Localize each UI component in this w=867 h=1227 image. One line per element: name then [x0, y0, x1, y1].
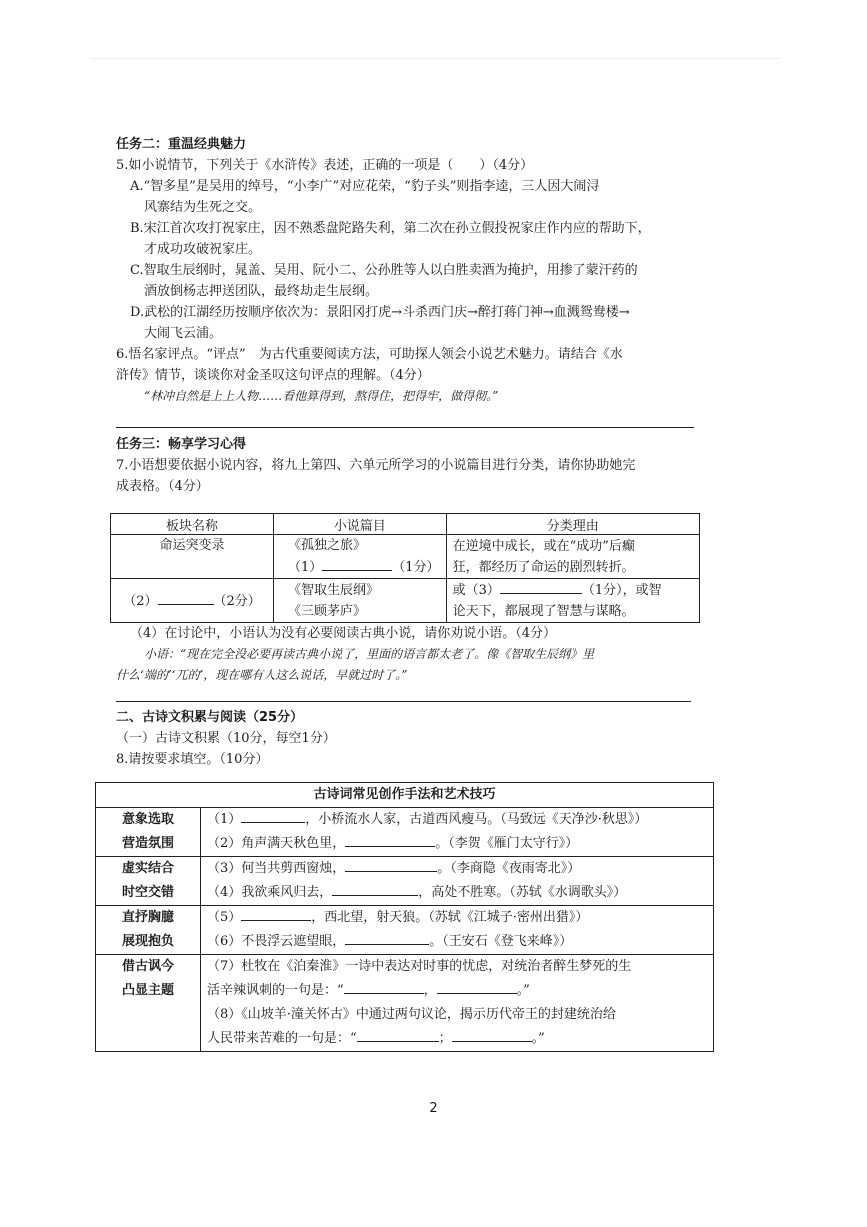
blank-3-score: （1分），或智 — [581, 583, 662, 598]
answer-line-q7 — [116, 701, 691, 702]
fill-prefix: （5） — [207, 910, 242, 925]
category-line1: 直抒胸臆 — [121, 910, 174, 925]
category-cell — [96, 857, 201, 906]
fill-line-7 — [207, 979, 707, 1003]
table-row — [111, 535, 700, 579]
category-line1: 虚实结合 — [121, 861, 174, 876]
fill-prefix: （6）不畏浮云遮望眼， — [207, 934, 346, 949]
category-line2: 凸显主题 — [121, 983, 174, 998]
q5-option-d-line1: D.武松的江湖经历按顺序依次为：景阳冈打虎→斗杀西门庆→醉打蒋门神→血溅鸳鸯楼→ — [130, 305, 630, 320]
q5-option-c-line1: C.智取生辰纲时，晁盖、吴用、阮小二、公孙胜等人以白胜卖酒为掩护，用掺了蒙汗药的 — [130, 263, 638, 278]
table-header-row — [111, 514, 700, 535]
reason-line2: 论天下，都展现了智慧与谋略。 — [452, 604, 635, 619]
blank-2-label: （2） — [123, 593, 158, 609]
fill-prefix: 人民带来苦难的一句是：“ — [207, 1031, 357, 1046]
q7-stem-line2: 成表格。（4分） — [116, 479, 209, 494]
blank-q8-7b[interactable] — [437, 979, 517, 994]
task2-title: 任务二：重温经典魅力 — [116, 137, 247, 152]
fill-line-3 — [207, 857, 707, 881]
q5-option-b-line2: 才成功攻破祝家庄。 — [144, 242, 262, 257]
blank-2[interactable] — [158, 590, 214, 605]
fill-separator: ， — [423, 983, 437, 998]
blank-1[interactable] — [322, 556, 392, 571]
fill-suffix: 。（王安石《登飞来峰》） — [429, 934, 573, 949]
answer-line-q6 — [116, 427, 694, 428]
category-line1: 借古讽今 — [121, 959, 174, 974]
fill-cell — [201, 906, 714, 955]
category-cell — [96, 906, 201, 955]
module-cell: 命运突变录 — [111, 535, 274, 579]
fill-suffix: 。” — [516, 983, 530, 998]
part2-title: 二、古诗文积累与阅读（25分） — [116, 710, 304, 725]
q5-option-a-line2: 风寨结为生死之交。 — [144, 200, 262, 215]
fill-line-8 — [207, 1027, 707, 1051]
fill-suffix: ，西北望，射天狼。（苏轼《江城子·密州出猎》） — [311, 910, 589, 925]
fill-cell — [201, 857, 714, 906]
task3-title: 任务三：畅享学习心得 — [116, 437, 247, 452]
task2-section — [116, 134, 701, 407]
fill-separator: ； — [438, 1031, 452, 1046]
fill-line-4 — [207, 881, 707, 905]
fill-prefix: （3）何当共剪西窗烛， — [207, 861, 346, 876]
q5-option-c-line2: 酒放倒杨志押送团队，最终劫走生辰纲。 — [144, 284, 379, 299]
header-titles: 小说篇目 — [274, 514, 447, 535]
q5-option-d-line2: 大闹飞云浦。 — [144, 326, 223, 341]
blank-3-line — [453, 579, 693, 601]
reason-line2: 狂，都经历了命运的剧烈转折。 — [452, 559, 635, 575]
q6-stem-line1: 6.悟名家评点。“评点” 为古代重要阅读方法，可助探人领会小说艺术魅力。请结合《水 — [116, 347, 623, 362]
blank-q8-1[interactable] — [241, 808, 305, 823]
category-line2: 时空交错 — [121, 885, 174, 900]
blank-q8-5[interactable] — [241, 906, 311, 921]
table-row — [96, 808, 714, 857]
category-line2: 展现抱负 — [121, 934, 174, 949]
table-row — [96, 955, 714, 1052]
q5-option-a-line1: A.“智多星”是吴用的绰号，“小李广”对应花荣，“豹子头”则指李逵，三人因大闹浔 — [130, 179, 600, 194]
titles-cell — [274, 535, 447, 579]
title-three-visits: 《三顾茅庐》 — [288, 603, 367, 619]
part2-section — [116, 707, 701, 770]
fill-line-5 — [207, 906, 707, 930]
category-cell — [96, 955, 201, 1052]
fill-cell — [201, 955, 714, 1052]
reason-line1: 在逆境中成长，或在“成功”后癫 — [452, 538, 635, 554]
fill-suffix: 。（李商隐《夜雨寄北》） — [437, 861, 581, 876]
blank-1-score: （1分） — [392, 560, 440, 575]
q7-sub4 — [116, 623, 701, 686]
fill-cell — [201, 808, 714, 857]
blank-q8-8b[interactable] — [452, 1027, 532, 1042]
table-row — [111, 579, 700, 623]
blank-2-score: （2分） — [213, 593, 261, 609]
blank-2-line — [111, 579, 274, 623]
table-row — [96, 906, 714, 955]
blank-1-label: （1） — [288, 560, 323, 575]
fill-line-8-stem: （8）《山坡羊·潼关怀古》中通过两句议论，揭示历代帝王的封建统治给 — [207, 1007, 616, 1022]
blank-q8-2[interactable] — [345, 832, 435, 847]
category-cell — [96, 808, 201, 857]
fill-prefix: 活辛辣讽刺的一句是：“ — [207, 983, 344, 998]
q7-quote-line1: 小语：“现在完全没必要再读古典小说了，里面的语言都太老了。像《智取生辰纲》里 — [144, 647, 595, 661]
q6-stem-line2: 浒传》情节，谈谈你对金圣叹这句评点的理解。（4分） — [116, 368, 430, 383]
header-reason: 分类理由 — [446, 514, 699, 535]
table-title-row — [96, 783, 714, 808]
page-number: 2 — [429, 1101, 438, 1116]
blank-q8-4[interactable] — [332, 881, 418, 896]
category-line2: 营造氛围 — [121, 836, 174, 851]
fill-suffix: 。（李贺《雁门太守行》） — [435, 836, 579, 851]
titles-cell — [274, 579, 447, 623]
table-row — [96, 857, 714, 906]
blank-3-label: 或（3） — [452, 583, 500, 598]
blank-q8-3[interactable] — [345, 857, 437, 872]
title-lonely-journey: 《孤独之旅》 — [288, 538, 367, 553]
fill-line-6 — [207, 930, 707, 954]
fill-line-2 — [207, 832, 707, 856]
category-line1: 意象选取 — [121, 812, 174, 827]
q7-classification-table — [110, 513, 700, 623]
fill-suffix: 。” — [531, 1031, 545, 1046]
top-divider — [90, 58, 780, 59]
title-birthday-gifts: 《智取生辰纲》 — [288, 582, 380, 598]
task3-section — [116, 434, 701, 497]
header-module: 板块名称 — [111, 514, 274, 535]
blank-3[interactable] — [500, 579, 582, 594]
q7-quote-line2: 什么‘端的’‘兀的’，现在哪有人这么说话，早就过时了。” — [116, 668, 408, 682]
blank-q8-6[interactable] — [345, 930, 429, 945]
q6-quote: “林冲自然是上上人物……看他算得到，熬得住，把得牢，做得彻。” — [144, 389, 499, 403]
fill-line-1 — [207, 808, 707, 832]
q8-stem: 8.请按要求填空。（10分） — [116, 752, 269, 767]
q8-table-title: 古诗词常见创作手法和艺术技巧 — [96, 783, 714, 808]
q8-poetry-table — [95, 782, 714, 1052]
reason-cell — [446, 579, 699, 623]
fill-prefix: （2）角声满天秋色里， — [207, 836, 346, 851]
reason-cell — [446, 535, 699, 579]
fill-prefix: （4）我欲乘风归去， — [207, 885, 333, 900]
q7-sub4-stem: （4）在讨论中，小语认为没有必要阅读古典小说，请你劝说小语。（4分） — [130, 626, 557, 641]
q5-option-b-line1: B.宋江首次攻打祝家庄，因不熟悉盘陀路失利，第二次在孙立假投祝家庄作内应的帮助下， — [130, 221, 651, 236]
q7-stem-line1: 7.小语想要依据小说内容，将九上第四、六单元所学习的小说篇目进行分类，请你协助她完 — [116, 458, 636, 473]
fill-suffix: ，小桥流水人家，古道西风瘦马。（马致远《天净沙·秋思》） — [305, 812, 648, 827]
part2-sub1: （一）古诗文积累（10分，每空1分） — [116, 731, 336, 746]
q5-stem: 5.如小说情节，下列关于《水浒传》表述，正确的一项是（ ）（4分） — [116, 158, 534, 173]
fill-suffix: ，高处不胜寒。（苏轼《水调歌头》） — [418, 885, 627, 900]
blank-1-line — [280, 556, 440, 578]
blank-q8-8a[interactable] — [357, 1027, 439, 1042]
fill-line-7-stem: （7）杜牧在《泊秦淮》一诗中表达对时事的忧虑，对统治者醉生梦死的生 — [207, 959, 632, 974]
blank-q8-7a[interactable] — [344, 979, 424, 994]
fill-prefix: （1） — [207, 812, 242, 827]
